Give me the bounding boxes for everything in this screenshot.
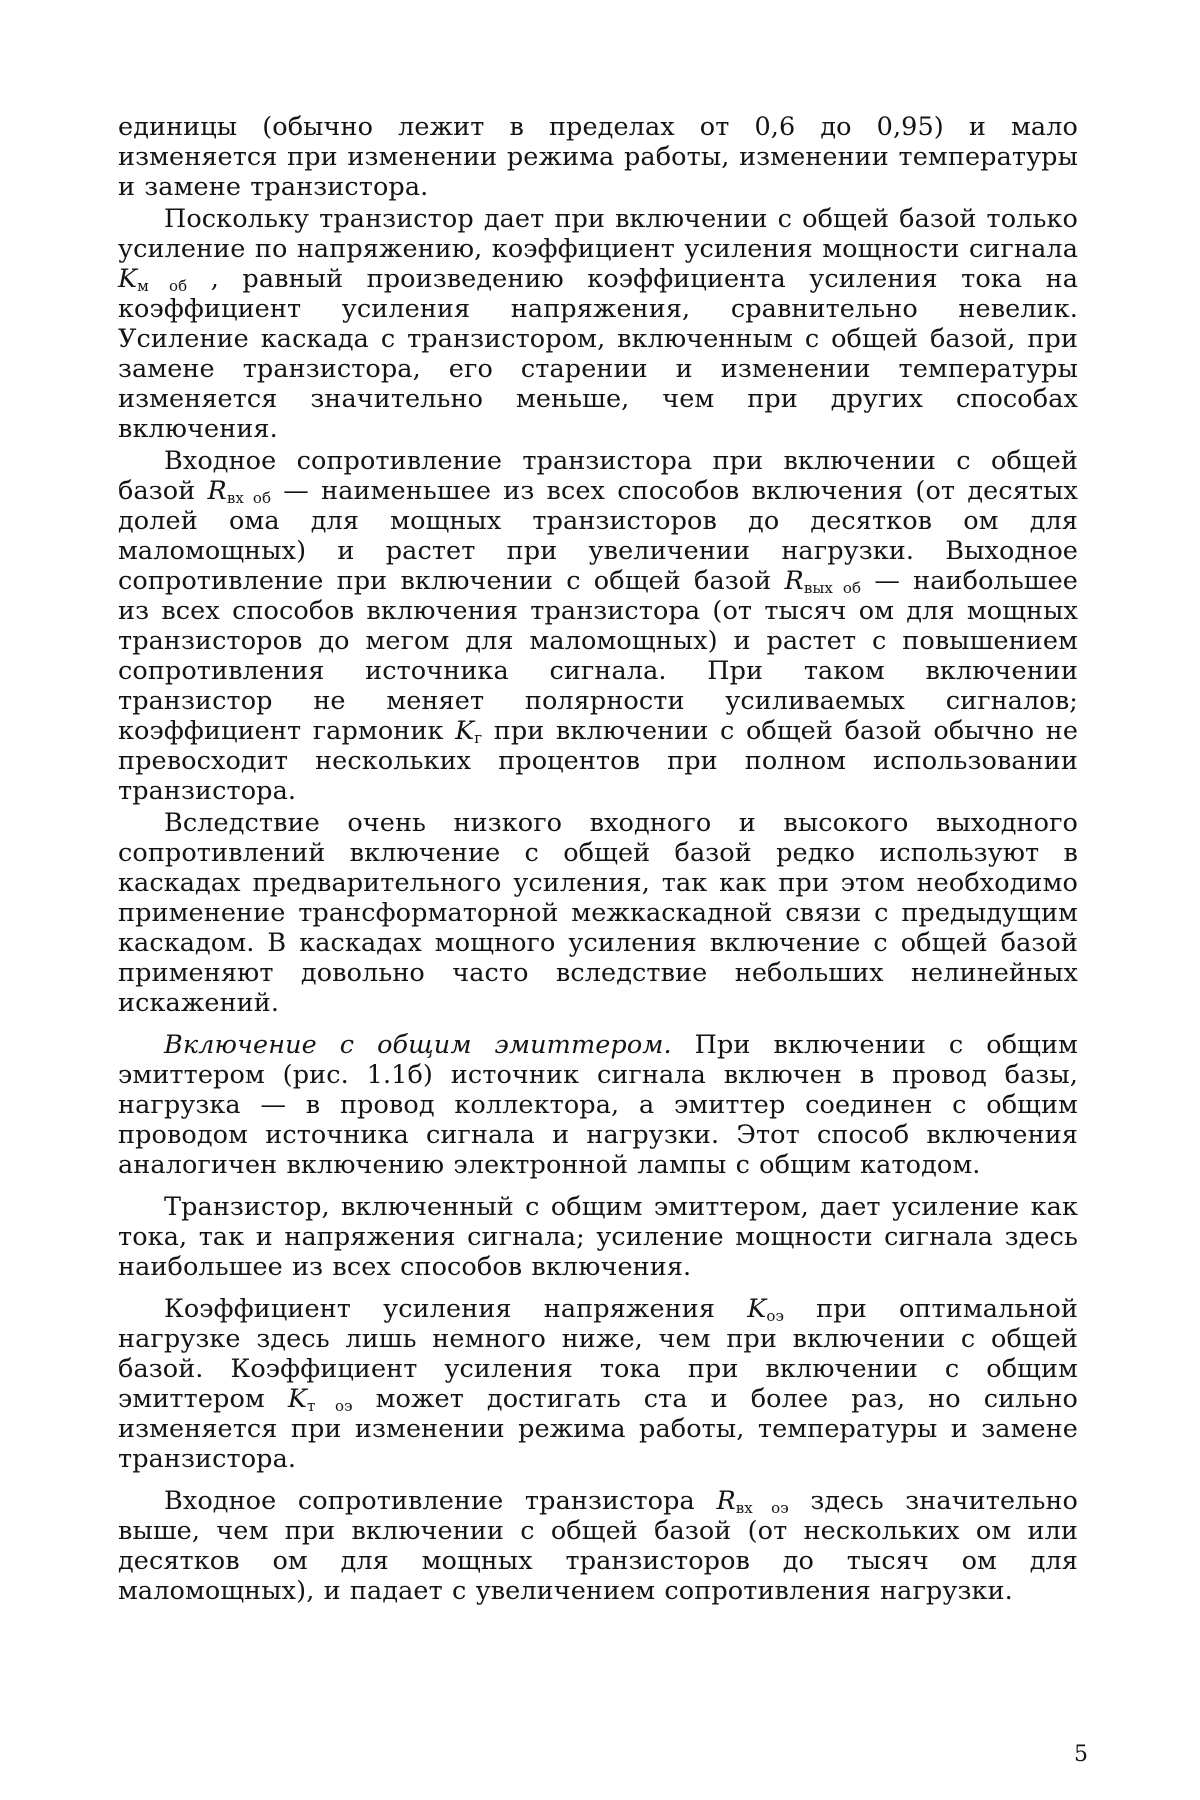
- paragraph-power-gain: [118, 204, 1078, 444]
- text-run: — наименьшее из всех способов включения (от десятых долей ома для мощных транзисторов до десятков ом для маломощных) и растет при увеличении нагрузки. Выходное сопротивление при включении с общей базой: [118, 476, 1078, 596]
- text-run: — наибольшее из всех способов включения транзистора (от тысяч ом для мощных транзисторов до мегом для маломощных) и растет с повышением сопротивления источника сигнала. При таком включении транзистор не меняет полярности усиливаемых сигналов; коэффициент гармоник: [118, 566, 1078, 746]
- paragraph-ce-input-resistance: [118, 1486, 1078, 1606]
- text-run: При включении с общим эмиттером (рис. 1.1б) источник сигнала включен в провод базы, нагрузка — в провод коллектора, а эмиттер соединен с общим проводом источника сигнала и нагрузки. Этот способ включения аналогичен включению электронной лампы с общим катодом.: [118, 1030, 1078, 1180]
- text-run: Поскольку транзистор дает при включении с общей базой только усиление по напряжению, коэффициент усиления мощности сигнала: [118, 204, 1078, 264]
- text-run: Коэффициент усиления напряжения: [164, 1294, 748, 1324]
- symbol-subscript: вх оэ: [735, 1499, 789, 1517]
- symbol-k: K: [118, 264, 138, 294]
- text-run: единицы (обычно лежит в пределах от 0,6 до 0,95) и мало изменяется при изменении режима работы, изменении температуры и замене транзистора.: [118, 112, 1078, 202]
- symbol-k: K: [455, 716, 475, 746]
- symbol-subscript: г: [474, 729, 483, 747]
- paragraph-input-resistance-cb: [118, 446, 1078, 806]
- paragraph-common-emitter: [118, 1030, 1078, 1180]
- symbol-subscript: вх об: [226, 489, 272, 507]
- symbol-k: K: [287, 1384, 307, 1414]
- text-run: Транзистор, включенный с общим эмиттером, дает усиление как тока, так и напряжения сигнала; усиление мощности сигнала здесь наибольшее из всех способов включения.: [118, 1192, 1078, 1282]
- paragraph-ce-voltage-gain: [118, 1294, 1078, 1474]
- text-run: , равный произведению коэффициента усиления тока на коэффициент усиления напряжения, сравнительно невелик. Усиление каскада с транзистором, включенным с общей базой, при замене транзистора, его старении и изменении температуры изменяется значительно меньше, чем при других способах включения.: [118, 264, 1078, 444]
- document-page: [118, 112, 1078, 1606]
- section-lead-italic: Включение с общим эмиттером.: [164, 1030, 672, 1060]
- symbol-r: R: [207, 476, 227, 506]
- text-run: Вследствие очень низкого входного и высокого выходного сопротивлений включение с общей базой редко используют в каскадах предварительного усиления, так как при этом необходимо применение трансформаторной межкаскадной связи с предыдущим каскадом. В каскадах мощного усиления включение с общей базой применяют довольно часто вследствие небольших нелинейных искажений.: [118, 808, 1078, 1018]
- paragraph-continuation: [118, 112, 1078, 202]
- symbol-r: R: [784, 566, 804, 596]
- text-run: при оптимальной нагрузке здесь лишь немного ниже, чем при включении с общей базой. Коэффициент усиления тока при включении с общим эмиттером: [118, 1294, 1078, 1414]
- text-run: Входное сопротивление транзистора при включении с общей базой: [118, 446, 1078, 506]
- symbol-subscript: вых об: [803, 579, 862, 597]
- page-number: 5: [1074, 1742, 1088, 1767]
- symbol-subscript: оэ: [766, 1307, 784, 1325]
- symbol-subscript: м об: [137, 277, 188, 295]
- text-run: здесь значительно выше, чем при включении с общей базой (от нескольких ом или десятков ом для мощных транзисторов до тысяч ом для маломощных), и падает с увеличением сопротивления нагрузки.: [118, 1486, 1078, 1606]
- paragraph-cb-usage: [118, 808, 1078, 1018]
- text-run: Входное сопротивление транзистора: [164, 1486, 717, 1516]
- symbol-k: K: [747, 1294, 767, 1324]
- paragraph-ce-gain: [118, 1192, 1078, 1282]
- symbol-subscript: т оэ: [306, 1397, 353, 1415]
- text-run: может достигать ста и более раз, но сильно изменяется при изменении режима работы, температуры и замене транзистора.: [118, 1384, 1079, 1474]
- symbol-r: R: [716, 1486, 736, 1516]
- text-run: при включении с общей базой обычно не превосходит нескольких процентов при полном использовании транзистора.: [118, 716, 1079, 806]
